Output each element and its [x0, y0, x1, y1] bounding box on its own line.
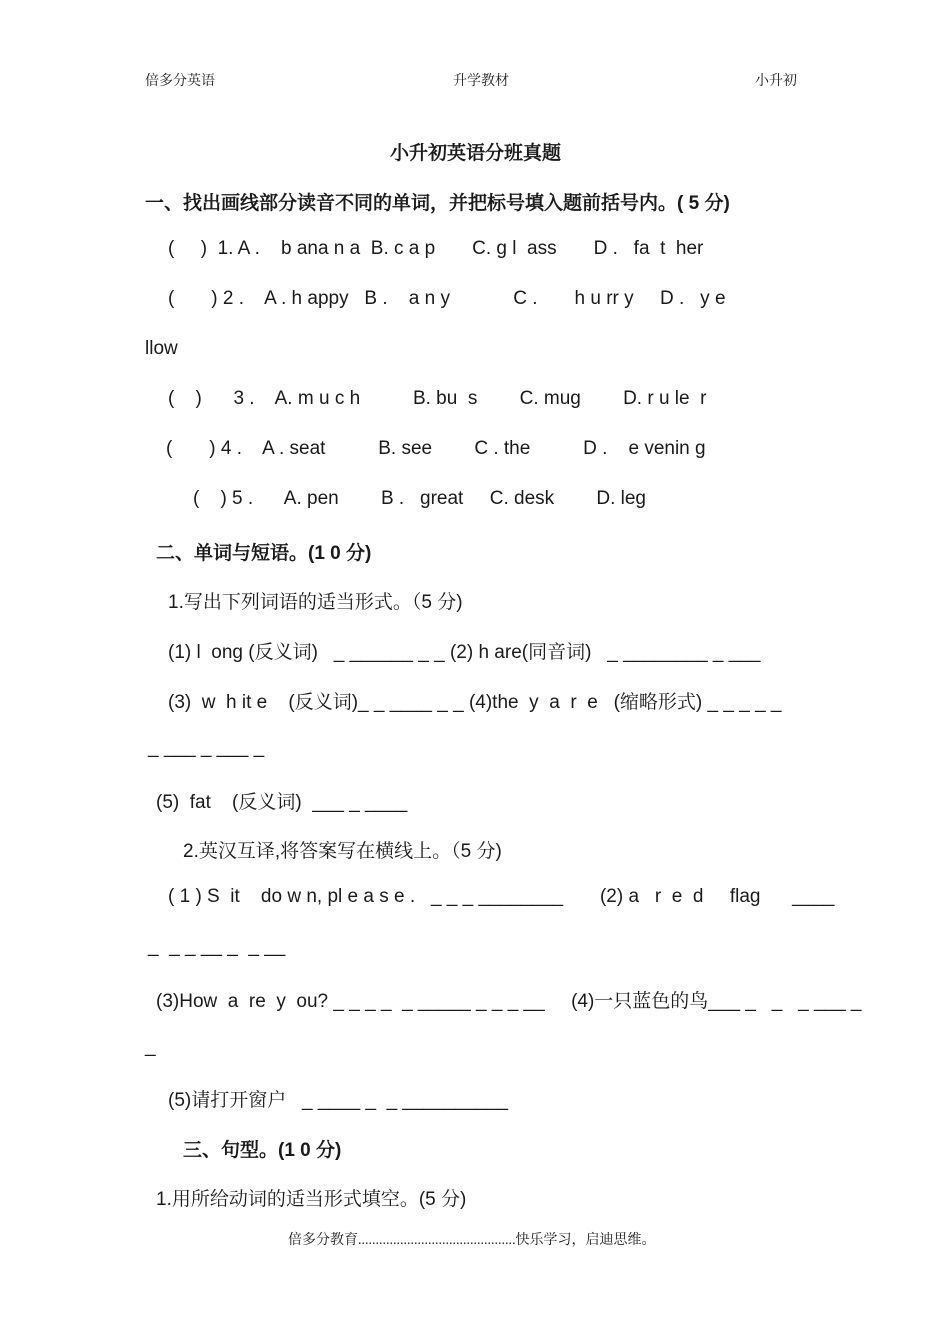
- section3-subheading-1: 1.用所给动词的适当形式填空。(5 分): [156, 1189, 467, 1210]
- translate-line-1-continued: _ _ _ __ _ _ __: [148, 936, 286, 957]
- header-right: 小升初: [755, 74, 797, 89]
- word-line-2-continued: _ ___ _ ___ _: [148, 737, 265, 758]
- word-line-3: (5) fat (反义词) ___ _ ____: [156, 792, 408, 813]
- question-5: ( ) 5 . A. pen B . great C. desk D. leg: [193, 488, 647, 509]
- section2-subheading-2: 2.英汉互译,将答案写在横线上。（5 分): [183, 841, 502, 862]
- section1-heading: 一、找出画线部分读音不同的单词，并把标号填入题前括号内。( 5 分): [145, 193, 730, 214]
- page-footer: 倍多分教育.............................................快乐学习，启迪思维。: [288, 1233, 656, 1248]
- question-2-line-2: llow: [145, 338, 178, 359]
- word-line-1: (1) l ong (反义词) _ ______ _ _ (2) h are(同音词) _ ________ _ ___: [168, 642, 761, 663]
- translate-line-2-continued: _: [145, 1036, 156, 1057]
- question-2-line-1: ( ) 2 . A . h appy B . a n y C . h u rr y D . y e: [168, 288, 726, 309]
- translate-line-1: ( 1 ) S it do w n, pl e a s e . _ _ _ ________ (2) a r e d flag ____: [168, 886, 835, 907]
- translate-line-2: (3)How a re y ou? _ _ _ _ _ _____ _ _ _ __ (4)一只蓝色的鸟___ _ _ _ ___ _: [156, 991, 862, 1012]
- header-center: 升学教材: [453, 74, 509, 89]
- question-3: ( ) 3 . A. m u c h B. bu s C. mug D. r u le r: [168, 388, 707, 409]
- question-4: ( ) 4 . A . seat B. see C . the D . e venin g: [166, 438, 706, 459]
- page-title: 小升初英语分班真题: [390, 143, 562, 164]
- header-left: 倍多分英语: [145, 74, 215, 89]
- section3-heading: 三、句型。(1 0 分): [183, 1140, 342, 1161]
- word-line-2: (3) w h it e (反义词)_ _ ____ _ _ (4)the y a r e (缩略形式) _ _ _ _ _: [168, 692, 782, 713]
- section2-subheading-1: 1.写出下列词语的适当形式。（5 分): [168, 592, 463, 613]
- section2-heading: 二、单词与短语。(1 0 分): [156, 543, 372, 564]
- question-1: ( ) 1. A . b ana n a B. c a p C. g l ass D . fa t her: [168, 238, 704, 259]
- translate-line-3: (5)请打开窗户 _ ____ _ _ __________: [168, 1090, 509, 1111]
